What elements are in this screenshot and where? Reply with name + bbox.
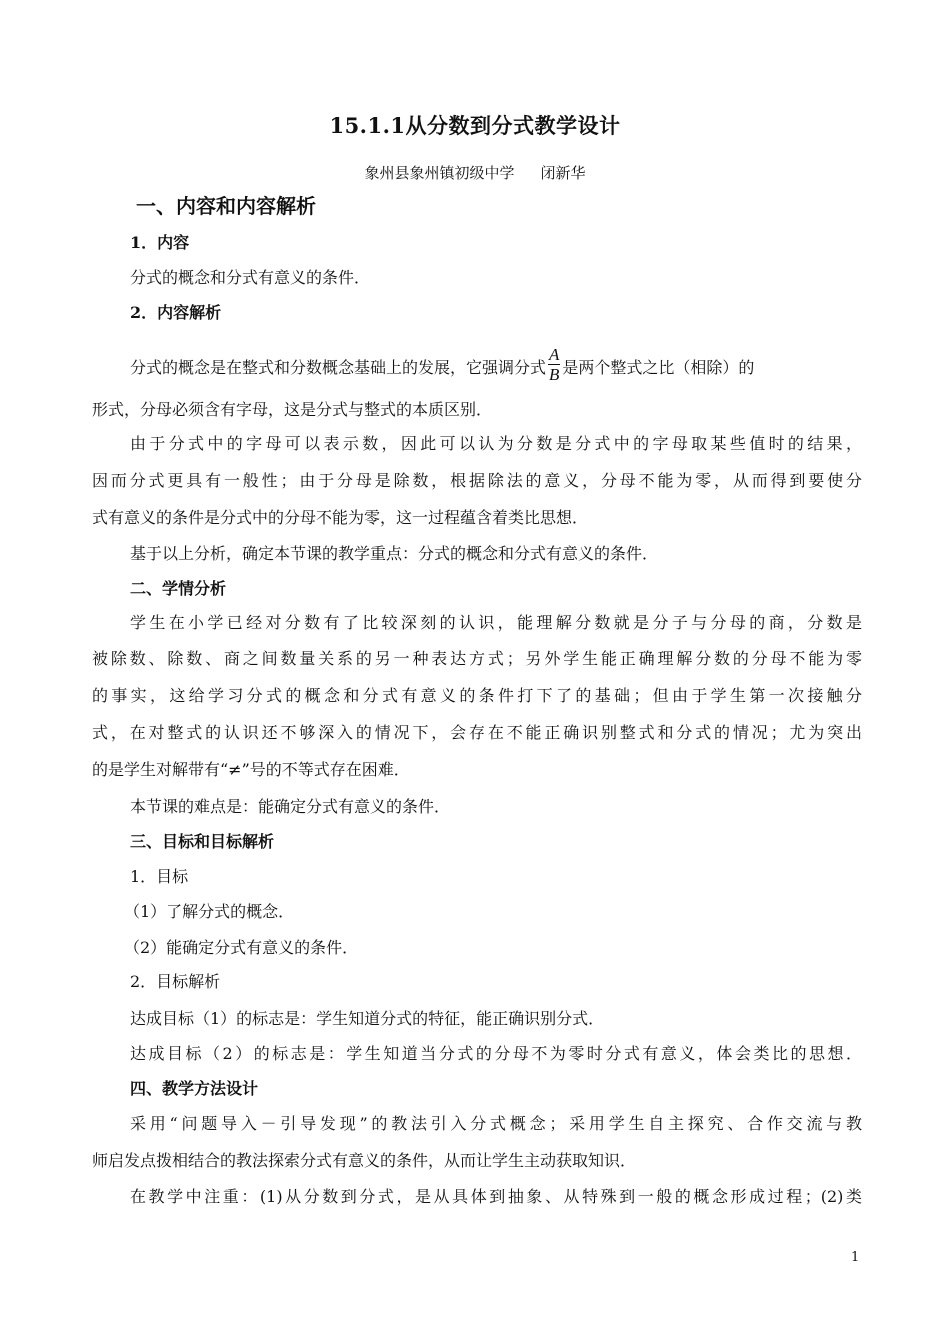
section1-sub2: 2．内容解析 bbox=[130, 303, 222, 322]
section1-para3: 基于以上分析，确定本节课的教学重点：分式的概念和分式有意义的条件． bbox=[130, 544, 659, 563]
section2-para1-line3: 的事实，这给学习分式的概念和分式有意义的条件打下了的基础；但由于学生第一次接触分 bbox=[92, 686, 862, 705]
section3-analysis2: 达成目标（2）的标志是：学生知道当分式的分母不为零时分式有意义，体会类比的思想． bbox=[130, 1044, 862, 1063]
section4-para2-line1: 在教学中注重：(1)从分数到分式，是从具体到抽象、从特殊到一般的概念形成过程；(2)类 bbox=[130, 1187, 862, 1206]
fraction-denominator: B bbox=[549, 365, 560, 384]
section3-heading: 三、目标和目标解析 bbox=[130, 832, 275, 851]
page-number: 1 bbox=[851, 1250, 860, 1265]
section3-sub1: 1．目标 bbox=[130, 867, 189, 886]
author-line bbox=[0, 162, 950, 183]
section1-sub1: 1．内容 bbox=[130, 233, 190, 252]
author-name: 闭新华 bbox=[540, 164, 586, 182]
para1-text-before: 分式的概念是在整式和分数概念基础上的发展，它强调分式 bbox=[130, 358, 547, 377]
section4-para1-line1: 采用“问题导入－引导发现”的教法引入分式概念；采用学生自主探究、合作交流与教 bbox=[130, 1114, 862, 1133]
fraction-numerator: A bbox=[549, 345, 560, 364]
section3-analysis1: 达成目标（1）的标志是：学生知道分式的特征，能正确识别分式． bbox=[130, 1009, 605, 1028]
section1-content: 分式的概念和分式有意义的条件． bbox=[130, 268, 371, 287]
section2-heading: 二、学情分析 bbox=[130, 579, 227, 598]
fraction-a-over-b bbox=[548, 345, 560, 384]
section3-sub2: 2．目标解析 bbox=[130, 972, 221, 991]
section3-goal1: （1）了解分式的概念． bbox=[124, 902, 295, 921]
section2-para1-line5: 的是学生对解带有“≠”号的不等式存在困难． bbox=[92, 760, 410, 779]
section4-para1-line2: 师启发点拨相结合的教法探索分式有意义的条件，从而让学生主动获取知识． bbox=[92, 1151, 637, 1170]
para1-text-after: 是两个整式之比（相除）的 bbox=[562, 358, 755, 377]
section2-para1-line1: 学生在小学已经对分数有了比较深刻的认识，能理解分数就是分子与分母的商，分数是 bbox=[130, 613, 862, 632]
section1-para1-line1 bbox=[130, 345, 862, 388]
section1-para2-line3: 式有意义的条件是分式中的分母不能为零，这一过程蕴含着类比思想． bbox=[92, 508, 589, 527]
section3-goal2: （2）能确定分式有意义的条件． bbox=[124, 938, 359, 957]
section1-para2-line1: 由于分式中的字母可以表示数，因此可以认为分数是分式中的字母取某些值时的结果， bbox=[130, 434, 862, 453]
section2-para1-line4: 式，在对整式的认识还不够深入的情况下，会存在不能正确识别整式和分式的情况；尤为突出 bbox=[92, 723, 862, 742]
page-title: 15.1.1从分数到分式教学设计 bbox=[329, 113, 621, 138]
author-school: 象州县象州镇初级中学 bbox=[364, 164, 515, 182]
section2-para2: 本节课的难点是：能确定分式有意义的条件． bbox=[130, 797, 451, 816]
section4-heading: 四、教学方法设计 bbox=[130, 1079, 259, 1098]
section1-para1-line2: 形式，分母必须含有字母，这是分式与整式的本质区别． bbox=[92, 400, 493, 419]
section1-para2-line2: 因而分式更具有一般性；由于分母是除数，根据除法的意义，分母不能为零，从而得到要使分 bbox=[92, 471, 862, 490]
section1-heading: 一、内容和内容解析 bbox=[136, 194, 316, 218]
section2-para1-line2: 被除数、除数、商之间数量关系的另一种表达方式；另外学生能正确理解分数的分母不能为零 bbox=[92, 649, 862, 668]
